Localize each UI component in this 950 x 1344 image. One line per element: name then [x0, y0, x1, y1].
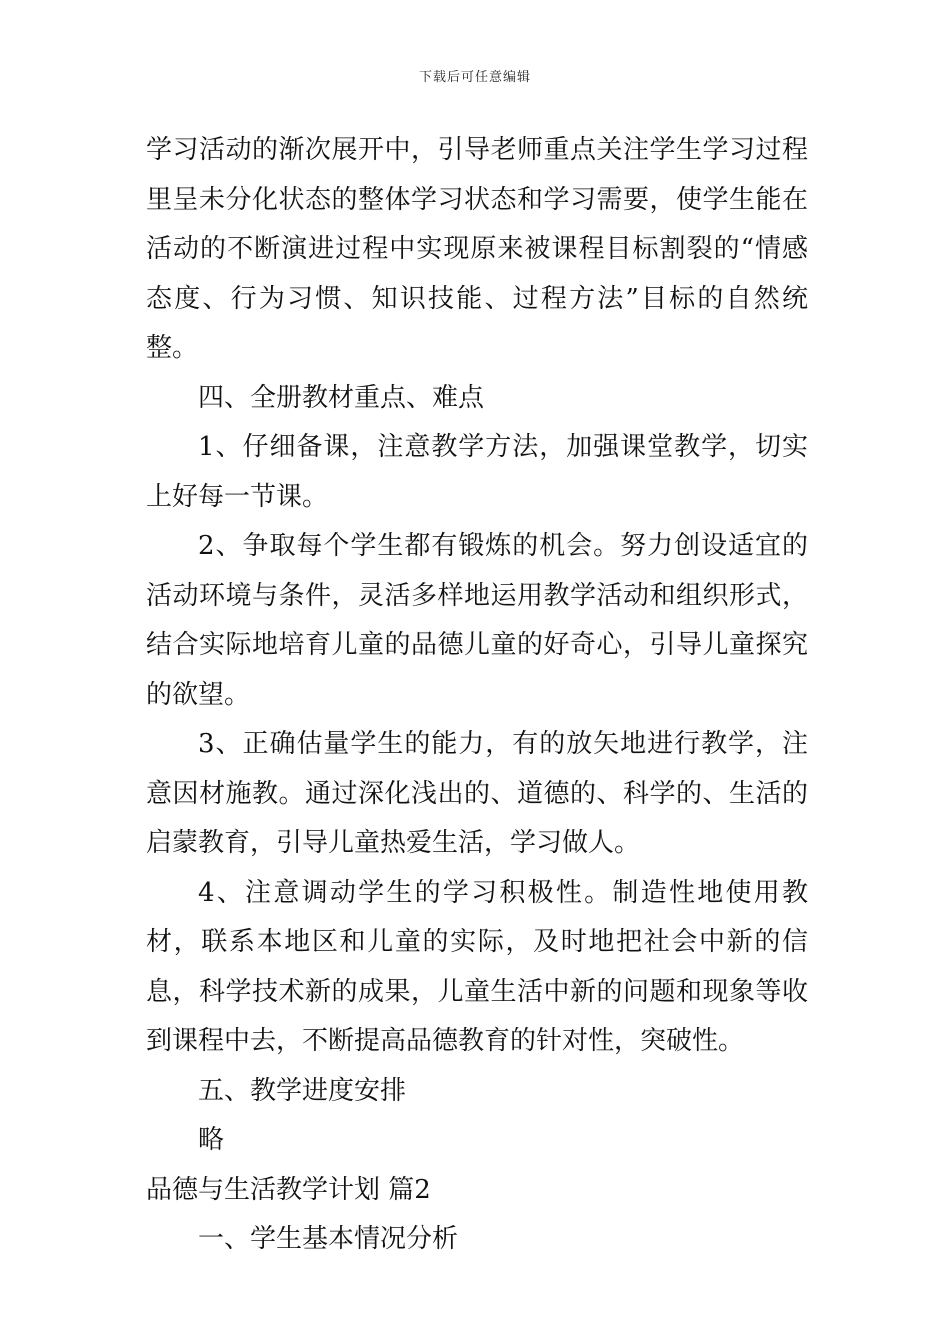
section-heading-4: 四、全册教材重点、难点	[198, 382, 485, 413]
document-body	[146, 126, 808, 1265]
plan-title-2: 品德与生活教学计划 篇2	[146, 1174, 431, 1205]
section-heading-1: 一、学生基本情况分析	[198, 1224, 459, 1254]
omitted-note: 略	[198, 1125, 225, 1155]
header-note: 下载后可任意编辑	[418, 70, 531, 85]
paragraph-item-2: 2、争取每个学生都有锻炼的机会。努力创设适宜的活动环境与条件，灵活多样地运用教学活动和组织形式，结合实际地培育儿童的品德儿童的好奇心，引导儿童探究的欲望。	[146, 531, 808, 710]
paragraph-item-3: 3、正确估量学生的能力，有的放矢地进行教学，注意因材施教。通过深化浅出的、道德的、科学的、生活的启蒙教育，引导儿童热爱生活，学习做人。	[146, 729, 808, 858]
paragraph-item-4: 4、注意调动学生的学习积极性。制造性地使用教材，联系本地区和儿童的实际，及时地把社会中新的信息，科学技术新的成果，儿童生活中新的问题和现象等收到课程中去，不断提高品德教育的针对性，突破性。	[146, 877, 808, 1056]
section-heading-5: 五、教学进度安排	[198, 1075, 407, 1106]
paragraph-continuation: 学习活动的渐次展开中，引导老师重点关注学生学习过程里呈未分化状态的整体学习状态和学习需要，使学生能在活动的不断演进过程中实现原来被课程目标割裂的“情感态度、行为习惯、知识技能、过程方法”目标的自然统整。	[146, 135, 808, 363]
paragraph-item-1: 1、仔细备课，注意教学方法，加强课堂教学，切实上好每一节课。	[146, 432, 808, 512]
